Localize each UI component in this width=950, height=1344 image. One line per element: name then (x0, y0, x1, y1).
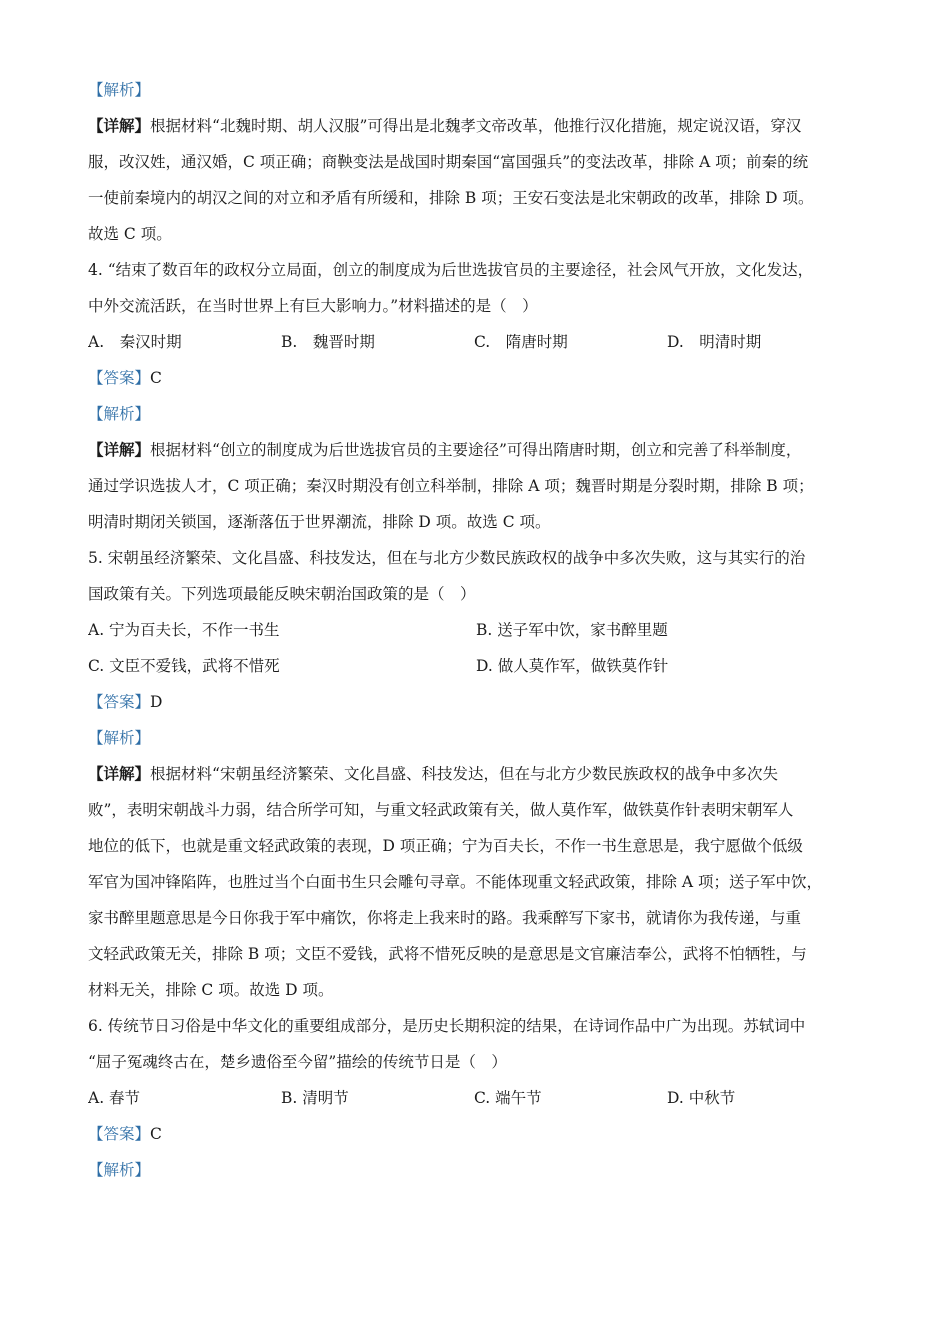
q3-detail-text: 根据材料“北魏时期、胡人汉服”可得出是北魏孝文帝改革，他推行汉化措施，规定说汉语，穿汉 (150, 117, 802, 135)
q4-detail-text: 根据材料“创立的制度成为后世选拔官员的主要途径”可得出隋唐时期，创立和完善了科举制度， (150, 441, 802, 459)
q5-option-b: B. 送子军中饮，家书醉里题 (476, 621, 668, 639)
q5-detail-line-7: 材料无关，排除 C 项。故选 D 项。 (88, 981, 334, 999)
q3-analysis-heading (88, 72, 878, 108)
analysis-label: 【解析】 (88, 1161, 151, 1179)
q5-answer-value: D (150, 693, 163, 711)
q5-detail-line-6: 文轻武政策无关，排除 B 项；文臣不爱钱，武将不惜死反映的是意思是文官廉洁奉公，武将不怕牺牲，与 (88, 945, 807, 963)
q4-option-c: C. 隋唐时期 (474, 333, 568, 351)
q4-answer (88, 360, 878, 396)
q5-stem-line-2: 国政策有关。下列选项最能反映宋朝治国政策的是（ ） (88, 585, 476, 603)
q6-stem-line-1: 6. 传统节日习俗是中华文化的重要组成部分，是历史长期积淀的结果，在诗词作品中广为出现。苏轼词中 (88, 1017, 806, 1035)
q6-option-b: B. 清明节 (281, 1089, 349, 1107)
q4-detail-line-2: 通过学识选拔人才，C 项正确；秦汉时期没有创立科举制，排除 A 项；魏晋时期是分裂时期，排除 B 项； (88, 477, 814, 495)
q4-detail-line-1 (88, 432, 878, 468)
q3-detail-line-2: 服，改汉姓，通汉婚，C 项正确；商鞅变法是战国时期秦国“富国强兵”的变法改革，排除 A 项；前秦的统 (88, 153, 809, 171)
answer-label: 【答案】 (88, 1125, 151, 1143)
q5-detail-line-1 (88, 756, 878, 792)
q4-option-d: D. 明清时期 (667, 333, 762, 351)
q6-options (88, 1080, 878, 1116)
q3-detail-line-4: 故选 C 项。 (88, 225, 172, 243)
q4-analysis-heading (88, 396, 878, 432)
detail-label: 【详解】 (88, 764, 151, 783)
q6-analysis-heading (88, 1152, 878, 1188)
q6-option-d: D. 中秋节 (667, 1089, 736, 1107)
q4-options (88, 324, 878, 360)
q5-option-a: A. 宁为百夫长，不作一书生 (88, 621, 280, 639)
q4-detail-line-3: 明清时期闭关锁国，逐渐落伍于世界潮流，排除 D 项。故选 C 项。 (88, 513, 551, 531)
q6-option-a: A. 春节 (88, 1089, 141, 1107)
q4-answer-value: C (150, 369, 162, 387)
analysis-label: 【解析】 (88, 405, 151, 423)
q6-stem-line-2: “屈子冤魂终古在，楚乡遗俗至今留”描绘的传统节日是（ ） (88, 1053, 507, 1071)
detail-label: 【详解】 (88, 440, 151, 459)
q5-stem-line-1: 5. 宋朝虽经济繁荣、文化昌盛、科技发达，但在与北方少数民族政权的战争中多次失败，这与其实行的治 (88, 549, 806, 567)
q5-analysis-heading (88, 720, 878, 756)
q4-option-b: B. 魏晋时期 (281, 333, 375, 351)
q5-answer (88, 684, 878, 720)
document-page (88, 72, 878, 1188)
q3-detail-line-1 (88, 108, 878, 144)
q4-option-a: A. 秦汉时期 (88, 333, 182, 351)
detail-label: 【详解】 (88, 116, 151, 135)
q5-detail-line-4: 军官为国冲锋陷阵，也胜过当个白面书生只会雕句寻章。不能体现重文轻武政策，排除 A 项；送子军中饮， (88, 873, 823, 891)
q4-stem-line-2: 中外交流活跃，在当时世界上有巨大影响力。”材料描述的是（ ） (88, 297, 538, 315)
q5-option-d: D. 做人莫作军，做铁莫作针 (476, 657, 669, 675)
q5-detail-text: 根据材料“宋朝虽经济繁荣、文化昌盛、科技发达，但在与北方少数民族政权的战争中多次失 (150, 765, 778, 783)
q5-options-row-2 (88, 648, 878, 684)
q4-stem-line-1: 4. “结束了数百年的政权分立局面，创立的制度成为后世选拔官员的主要途径，社会风气开放，文化发达， (88, 261, 814, 279)
answer-label: 【答案】 (88, 693, 151, 711)
analysis-label: 【解析】 (88, 81, 151, 99)
q5-detail-line-2: 败”，表明宋朝战斗力弱，结合所学可知，与重文轻武政策有关，做人莫作军，做铁莫作针表明宋朝军人 (88, 801, 794, 819)
q3-detail-line-3: 一使前秦境内的胡汉之间的对立和矛盾有所缓和，排除 B 项；王安石变法是北宋朝政的改革，排除 D 项。 (88, 189, 814, 207)
q5-detail-line-5: 家书醉里题意思是今日你我于军中痛饮，你将走上我来时的路。我乘醉写下家书，就请你为我传递，与重 (88, 909, 802, 927)
q5-detail-line-3: 地位的低下，也就是重文轻武政策的表现，D 项正确；宁为百夫长，不作一书生意思是，我宁愿做个低级 (88, 837, 803, 855)
answer-label: 【答案】 (88, 369, 151, 387)
q5-options-row-1 (88, 612, 878, 648)
q5-option-c: C. 文臣不爱钱，武将不惜死 (88, 657, 280, 675)
q6-answer-value: C (150, 1125, 162, 1143)
q6-answer (88, 1116, 878, 1152)
analysis-label: 【解析】 (88, 729, 151, 747)
q6-option-c: C. 端午节 (474, 1089, 542, 1107)
